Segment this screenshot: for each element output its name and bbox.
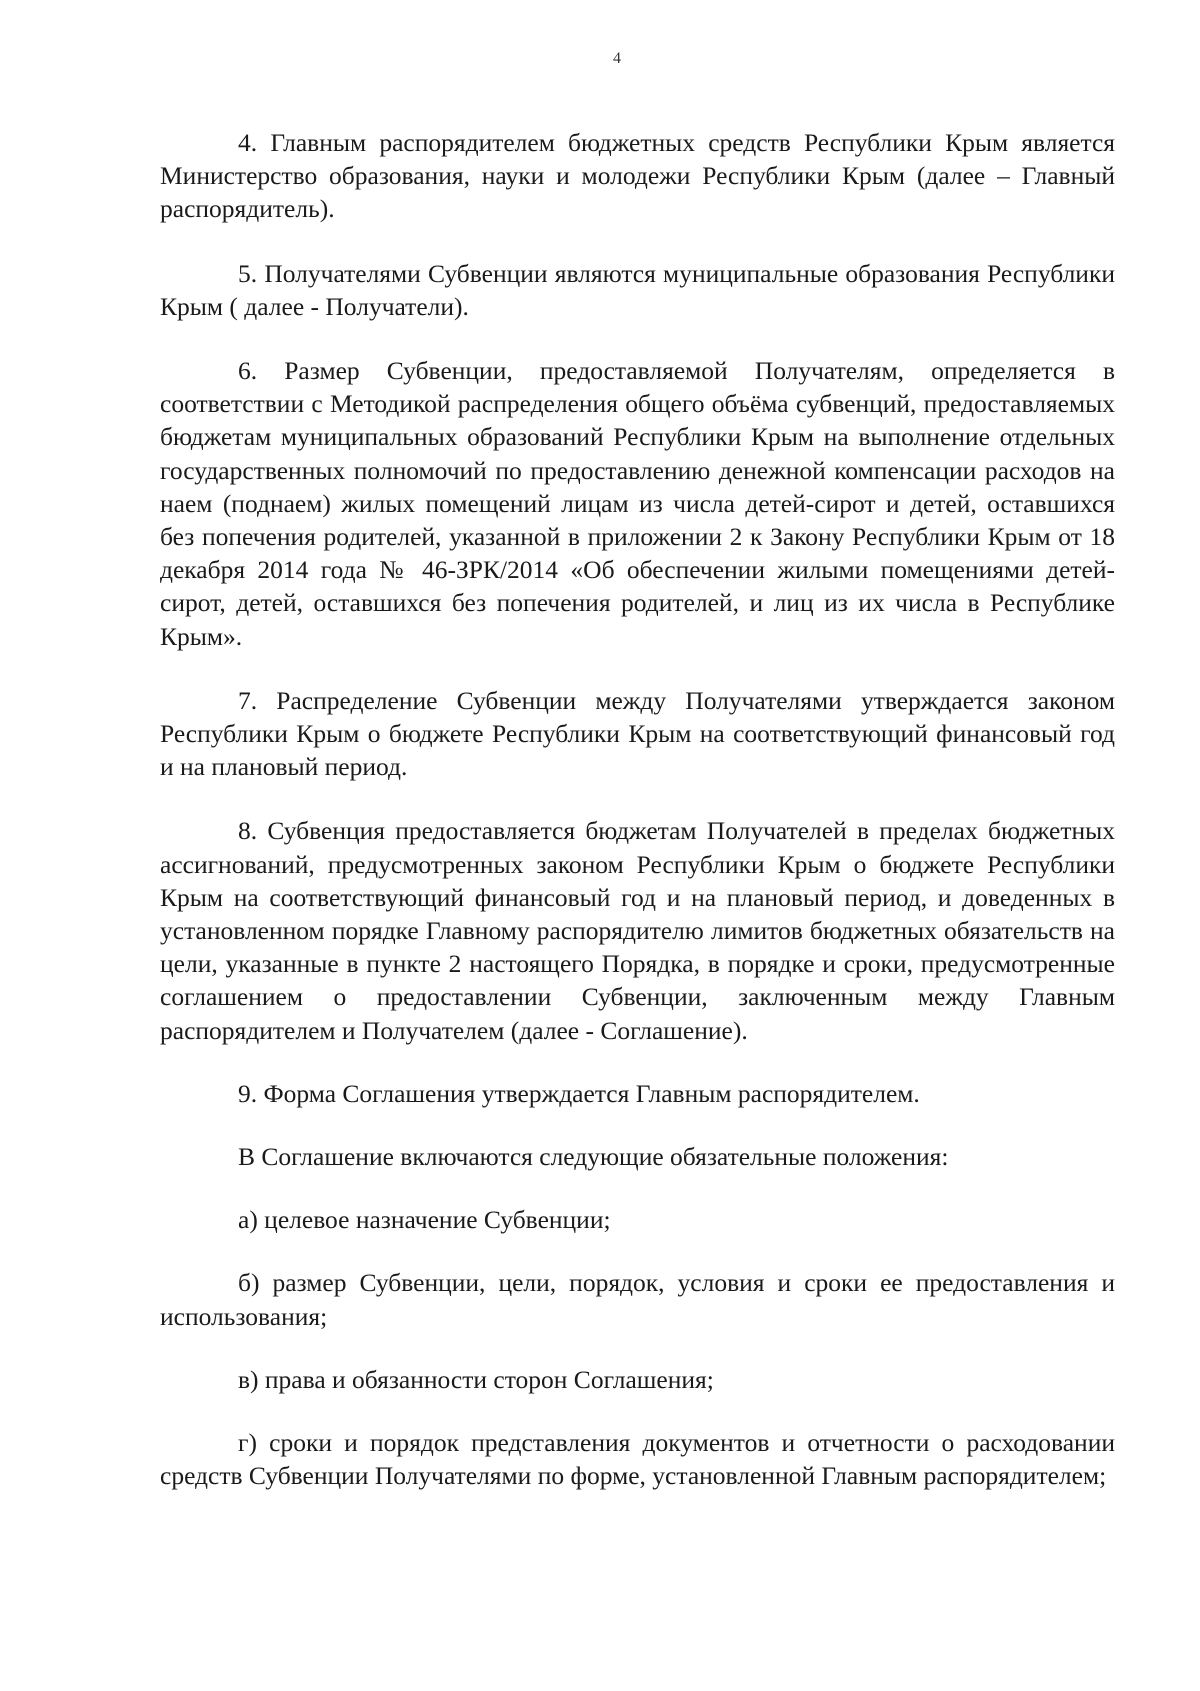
list-item-a: а) целевое назначение Субвенции; [238, 1205, 611, 1235]
paragraph-agreement-intro: В Соглашение включаются следующие обязательные положения: [238, 1142, 949, 1172]
document-body [160, 126, 1115, 1493]
paragraph-5: 5. Получателями Субвенции являются муниципальные образования Республики Крым ( далее - Получатели). [160, 258, 1115, 321]
list-item-b: б) размер Субвенции, цели, порядок, условия и сроки ее предоставления и использования; [160, 1268, 1115, 1331]
paragraph-4: 4. Главным распорядителем бюджетных средств Республики Крым является Министерство образования, науки и молодежи Республики Крым (далее – Главный распорядитель). [160, 128, 1115, 224]
paragraph-7: 7. Распределение Субвенции между Получателями утверждается законом Республики Крым о бюджете Республики Крым на соответствующий финансовый год и на плановый период. [160, 685, 1115, 782]
paragraph-6: 6. Размер Субвенции, предоставляемой Получателям, определяется в соответствии с Методикой распределения общего объёма субвенций, предоставляемых бюджетам муниципальных образований Республики Крым на выполнение отдельных государственных полномочий по предоставлению денежной компенсации расходов на наем (поднаем) жилых помещений лицам из числа детей-сирот и детей, оставшихся без попечения родителей, указанной в приложении 2 к Закону Республики Крым от 18 декабря 2014 года № 46-ЗРК/2014 «Об обеспечении жилыми помещениями детей-сирот, детей, оставшихся без попечения родителей, и лиц из их числа в Республике Крым». [160, 356, 1115, 651]
page-number: 4 [613, 50, 621, 67]
paragraph-9: 9. Форма Соглашения утверждается Главным распорядителем. [238, 1078, 920, 1108]
paragraph-8: 8. Субвенция предоставляется бюджетам Получателей в пределах бюджетных ассигнований, предусмотренных законом Республики Крым о бюджете Республики Крым на соответствующий финансовый год и на плановый период, и доведенных в установленном порядке Главному распорядителю лимитов бюджетных обязательств на цели, указанные в пункте 2 настоящего Порядка, в порядке и сроки, предусмотренные соглашением о предоставлении Субвенции, заключенным между Главным распорядителем и Получателем (далее - Соглашение). [160, 816, 1115, 1045]
list-item-g: г) сроки и порядок представления документов и отчетности о расходовании средств Субвенции Получателями по форме, установленной Главным распорядителем; [160, 1428, 1115, 1491]
list-item-v: в) права и обязанности сторон Соглашения; [238, 1364, 714, 1394]
